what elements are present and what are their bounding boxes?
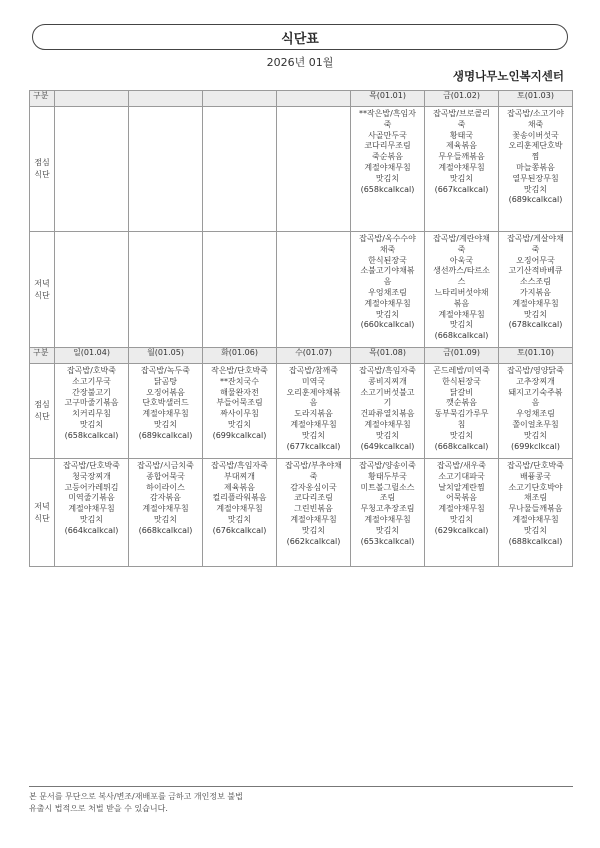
day-header: 금(01.09) [425, 348, 499, 364]
notice-line: 유출시 법적으로 처벌 받을 수 있습니다. [29, 803, 168, 813]
menu-item: 맛김치 [227, 419, 252, 429]
menu-item: (678kcalkcal) [508, 320, 563, 330]
menu-item: 음 [531, 398, 540, 408]
menu-item: 사골만두국 [368, 130, 407, 140]
menu-item: 죽 [309, 471, 318, 481]
menu-item: 맛김치 [375, 173, 400, 183]
menu-item: 소고기무국 [72, 376, 111, 386]
menu-item: 황태국 [449, 130, 474, 140]
menu-item: 고구마줄기볶음 [64, 398, 119, 408]
menu-item: 계절야채무침 [364, 298, 411, 308]
menu-item: 맛김치 [449, 430, 474, 440]
menu-cell [499, 232, 573, 348]
day-header: 월(01.05) [129, 348, 203, 364]
menu-cell [55, 232, 129, 348]
division-header: 구분 [30, 348, 55, 364]
menu-item: (653kcalkcal) [360, 536, 415, 546]
menu-cell [203, 232, 277, 348]
menu-item: 잡곡밥/부추야채 [285, 461, 342, 470]
lunch-row-label: 점심 식단 [30, 107, 55, 232]
day-header [203, 91, 277, 107]
notice-line: 본 문서를 무단으로 복사/변조/재배포를 금하고 개인정보 불법 [29, 792, 243, 801]
menu-item: 음 [383, 277, 392, 287]
menu-item: (668kcalkcal) [434, 331, 489, 341]
menu-item: 침 [457, 419, 466, 429]
menu-item: 미트볼그릴소스 [360, 482, 415, 492]
week1-dinner-row [30, 232, 573, 348]
menu-item: 맛김치 [79, 514, 104, 524]
menu-item: 가지볶음 [520, 287, 551, 297]
menu-item: (689kcalkcal) [508, 195, 563, 205]
menu-cell [351, 232, 425, 348]
day-header: 일(01.04) [55, 348, 129, 364]
menu-item: 맛김치 [79, 419, 104, 429]
menu-item: 잡곡밥/흑임자죽 [359, 366, 416, 375]
menu-item: 꽃송이버섯국 [512, 130, 559, 140]
day-header: 화(01.06) [203, 348, 277, 364]
menu-item: 소고기버섯불고 [360, 387, 415, 397]
menu-item: 잡곡밥/계란야채 [433, 234, 490, 243]
menu-item: 찜 [531, 152, 540, 162]
menu-cell [129, 232, 203, 348]
menu-item: 잡곡밥/게살야채 [507, 234, 564, 243]
menu-item: 기 [383, 398, 392, 408]
menu-item: 채죽 [527, 119, 544, 129]
menu-item: 계절야채무침 [290, 514, 337, 524]
menu-cell [55, 459, 129, 567]
menu-item: 무나물들깨볶음 [508, 504, 563, 514]
menu-month: 2026년 01월 [266, 56, 334, 69]
week2-dinner-row [30, 459, 573, 567]
page-title-text: 식단표 [281, 31, 319, 47]
menu-item: 닭갈비 [449, 387, 474, 397]
day-header [129, 91, 203, 107]
menu-item: 볶음 [453, 298, 470, 308]
menu-item: 잡곡밥/브로콜리 [433, 109, 490, 118]
menu-item: 오리훈제야채볶 [286, 387, 341, 397]
menu-item: 계절야채무침 [512, 298, 559, 308]
menu-item: (664kcalkcal) [64, 525, 119, 535]
day-header: 수(01.07) [277, 348, 351, 364]
menu-item: 오리훈제단호박 [508, 141, 563, 151]
menu-item: 계절야채무침 [438, 162, 485, 172]
week2-lunch-row [30, 364, 573, 459]
menu-item: (629kcalkcal) [434, 525, 489, 535]
menu-item: 쫄이얼초무침 [512, 419, 559, 429]
menu-item: 맛김치 [449, 514, 474, 524]
organization-name: 생명나무노인복지센터 [452, 69, 564, 83]
menu-item: 채조림 [523, 493, 548, 503]
day-header: 토(01.10) [499, 348, 573, 364]
menu-item: 컬리플라워볶음 [212, 493, 267, 503]
menu-item: 단호박샐러드 [142, 398, 189, 408]
week2-day-header-row [30, 348, 573, 364]
menu-item: 도라지볶음 [294, 409, 333, 419]
menu-item: 고추장찌개 [516, 376, 555, 386]
menu-item: 고기산적바베큐 [508, 266, 563, 276]
menu-cell [425, 459, 499, 567]
menu-item: 계절야채무침 [364, 419, 411, 429]
menu-item: (662kcalkcal) [286, 536, 341, 546]
menu-item: 짜사이무침 [220, 409, 259, 419]
page-title [32, 24, 568, 50]
menu-item: 맛김치 [375, 430, 400, 440]
menu-item: 잡곡밥/호박죽 [66, 366, 117, 375]
menu-item: (667kcalkcal) [434, 184, 489, 194]
menu-item: 제육볶음 [224, 482, 255, 492]
menu-item: 무우들깨볶음 [438, 152, 485, 162]
day-header: 목(01.01) [351, 91, 425, 107]
menu-item: 잡곡밥/영양닭죽 [507, 366, 564, 375]
menu-item: 마늘쫑볶음 [516, 162, 555, 172]
menu-item: 미역줄기볶음 [68, 493, 115, 503]
menu-item: 느타리버섯야채 [434, 287, 489, 297]
menu-item: 감자볶음 [150, 493, 181, 503]
menu-item: 작은밥/단호박죽 [211, 366, 268, 375]
menu-item: 계절야채무침 [438, 504, 485, 514]
menu-item: (688kcalkcal) [508, 536, 563, 546]
menu-cell [351, 107, 425, 232]
menu-item: 맛김치 [153, 419, 178, 429]
menu-item: 감자옹심이국 [290, 482, 337, 492]
menu-item: 배퓽콩국 [520, 471, 551, 481]
menu-cell [425, 107, 499, 232]
menu-item: (668kcalkcal) [434, 441, 489, 451]
menu-item: 돼지고기숙주볶 [508, 387, 563, 397]
menu-item: 잡곡밥/소고기야 [507, 109, 564, 118]
menu-item: 계절야채무침 [438, 309, 485, 319]
menu-cell [499, 459, 573, 567]
lunch-row-label: 점심 식단 [30, 364, 55, 459]
day-header: 금(01.02) [425, 91, 499, 107]
menu-item: (689kcalkcal) [138, 430, 193, 440]
menu-item: 잡곡밥/녹두죽 [140, 366, 191, 375]
menu-cell [351, 459, 425, 567]
menu-item: 잡곡밥/흑임자죽 [211, 461, 268, 470]
menu-item: (649kcalkcal) [360, 441, 415, 451]
menu-item: 생선까스/타르소 [433, 266, 490, 276]
menu-item: 청국장찌개 [72, 471, 111, 481]
menu-item: 소고기대파국 [438, 471, 485, 481]
menu-cell [55, 107, 129, 232]
menu-item: 맛김치 [301, 430, 326, 440]
menu-item: 우엉채조림 [516, 409, 555, 419]
menu-item: 고등어카레튀김 [64, 482, 119, 492]
day-header: 토(01.03) [499, 91, 573, 107]
menu-item: 죽순볶음 [372, 152, 403, 162]
menu-item: 죽 [457, 119, 466, 129]
menu-item: 맛김치 [375, 525, 400, 535]
dinner-row-label: 저녁 식단 [30, 459, 55, 567]
menu-cell [499, 107, 573, 232]
menu-item: 깻순볶음 [446, 398, 477, 408]
menu-item: (699kcalkcal) [212, 430, 267, 440]
menu-item: 건파류열치볶음 [360, 409, 415, 419]
menu-item: 한식된장국 [442, 376, 481, 386]
menu-item: 맛김치 [153, 514, 178, 524]
menu-item: 채죽 [379, 244, 396, 254]
menu-item: 죽 [383, 119, 392, 129]
menu-item: 한식된장국 [368, 255, 407, 265]
menu-item: 닭곰탕 [153, 376, 178, 386]
menu-item: 조림 [379, 493, 396, 503]
menu-item: 무청고추장조림 [360, 504, 415, 514]
day-header [55, 91, 129, 107]
menu-cell [129, 459, 203, 567]
menu-item: 잡곡밥/단호박죽 [507, 461, 564, 470]
menu-item: 코다리조림 [294, 493, 333, 503]
menu-item: 오징어무국 [516, 255, 555, 265]
menu-item: 맛김치 [523, 184, 548, 194]
menu-item: 하이라이스 [146, 482, 185, 492]
menu-cell [425, 232, 499, 348]
menu-item: 코다리무조림 [364, 141, 411, 151]
menu-cell [203, 107, 277, 232]
menu-item: 잡곡밥/시금치죽 [137, 461, 194, 470]
menu-item: 계절야채무침 [68, 504, 115, 514]
division-header: 구분 [30, 91, 55, 107]
meal-plan-table [29, 90, 573, 567]
menu-item: 맛김치 [523, 525, 548, 535]
menu-item: 계절야채무침 [290, 419, 337, 429]
menu-item: 계절야채무침 [142, 409, 189, 419]
menu-cell [499, 364, 573, 459]
menu-cell [129, 364, 203, 459]
menu-item: 계절야채무침 [216, 504, 263, 514]
menu-item: 동부묵김가루무 [434, 409, 489, 419]
menu-item: 계절야채무침 [142, 504, 189, 514]
menu-cell [277, 107, 351, 232]
menu-item: (658kcalkcal) [64, 430, 119, 440]
day-header: 목(01.08) [351, 348, 425, 364]
menu-item: 맛김치 [449, 320, 474, 330]
menu-cell [425, 364, 499, 459]
menu-item: 콩비지찌개 [368, 376, 407, 386]
menu-item: 치커리무침 [72, 409, 111, 419]
menu-item: 음 [309, 398, 318, 408]
menu-item: 죽 [457, 244, 466, 254]
menu-item: 미역국 [301, 376, 326, 386]
menu-item: 맛김치 [227, 514, 252, 524]
menu-item: (668kcalkcal) [138, 525, 193, 535]
menu-item: 부들어묵조림 [216, 398, 263, 408]
menu-cell [351, 364, 425, 459]
week1-day-header-row [30, 91, 573, 107]
menu-item: 죽 [531, 244, 540, 254]
menu-item: (658kcalkcal) [360, 184, 415, 194]
menu-item: 황태두부국 [368, 471, 407, 481]
menu-item: 잡곡밥/양송이죽 [359, 461, 416, 470]
menu-item: 종합어묵국 [146, 471, 185, 481]
menu-item: (676kcalkcal) [212, 525, 267, 535]
menu-item: 계절야채무침 [512, 514, 559, 524]
menu-item: 제육볶음 [446, 141, 477, 151]
menu-cell [55, 364, 129, 459]
menu-cell [203, 364, 277, 459]
menu-item: 맛김치 [523, 309, 548, 319]
menu-item: 아욱국 [449, 255, 474, 265]
menu-cell [203, 459, 277, 567]
menu-item: 소스조림 [520, 277, 551, 287]
menu-item: 그린빈볶음 [294, 504, 333, 514]
menu-item: **잔치국수 [220, 376, 259, 386]
menu-item: 맛김치 [301, 525, 326, 535]
menu-item: 날치알계란찜 [438, 482, 485, 492]
dinner-row-label: 저녁 식단 [30, 232, 55, 348]
menu-item: 부대찌개 [224, 471, 255, 481]
menu-item: 잡곡밥/단호박죽 [63, 461, 120, 470]
menu-item: 잡곡밥/옥수수야 [359, 234, 416, 243]
menu-item: 맛김치 [375, 309, 400, 319]
menu-item: 맛김치 [449, 173, 474, 183]
menu-item: 계절야채무침 [364, 514, 411, 524]
menu-item: 곤드레밥/미역죽 [433, 366, 490, 375]
menu-item: 소고기단호박야 [508, 482, 563, 492]
menu-item: 스 [457, 277, 466, 287]
day-header [277, 91, 351, 107]
footer-divider [29, 786, 573, 787]
menu-item: (677kcalkcal) [286, 441, 341, 451]
menu-item: 잡곡밥/참깨죽 [288, 366, 339, 375]
menu-item: 계절야채무침 [364, 162, 411, 172]
menu-item: 오징어볶음 [146, 387, 185, 397]
menu-item: 간장불고기 [72, 387, 111, 397]
menu-item: 잡곡밥/새우죽 [436, 461, 487, 470]
menu-item: 우엉채조림 [368, 287, 407, 297]
menu-cell [129, 107, 203, 232]
menu-item: 맛김치 [523, 430, 548, 440]
menu-cell [277, 459, 351, 567]
menu-item: 열무된장무침 [512, 173, 559, 183]
menu-cell [277, 364, 351, 459]
menu-item: 소불고기야채볶 [360, 266, 415, 276]
menu-item: **작은밥/흑임자 [358, 109, 417, 118]
week1-lunch-row [30, 107, 573, 232]
menu-item: 어묵볶음 [446, 493, 477, 503]
menu-item: 해물완자전 [220, 387, 259, 397]
menu-item: (699kclkcal) [511, 441, 560, 451]
menu-item: (660kcalkcal) [360, 320, 415, 330]
menu-cell [277, 232, 351, 348]
copyright-notice [29, 791, 243, 814]
